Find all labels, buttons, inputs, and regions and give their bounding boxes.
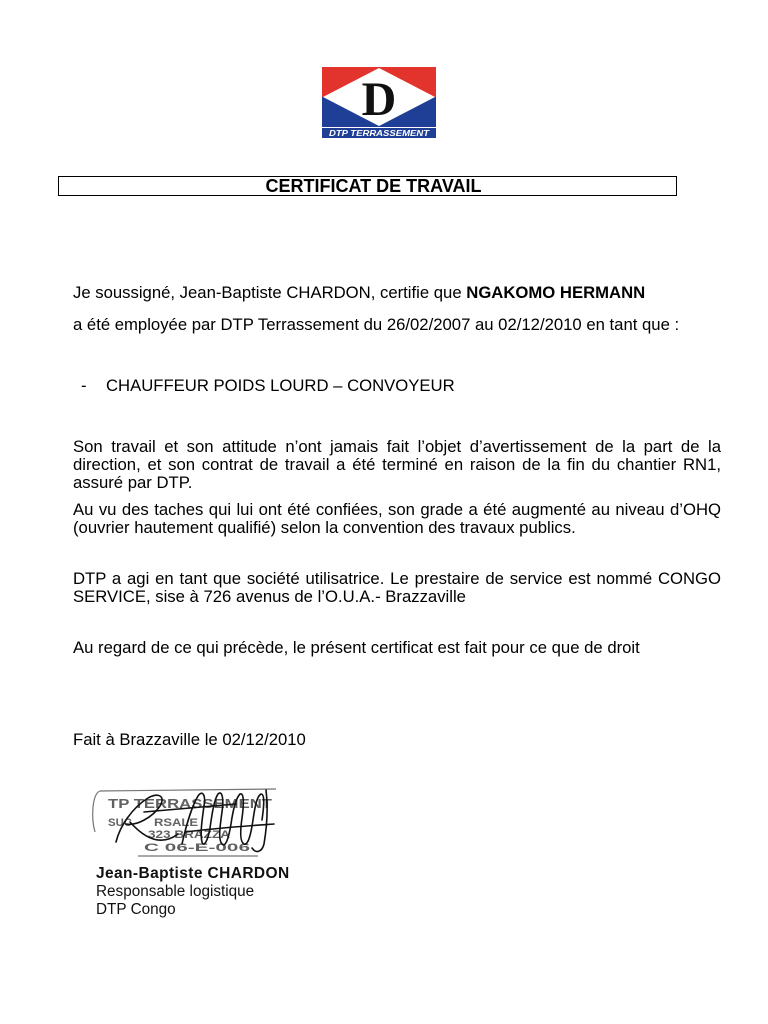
signatory-company: DTP Congo bbox=[96, 901, 176, 918]
logo-caption: DTP TERRASSEMENT bbox=[329, 129, 431, 138]
stamp-and-signature bbox=[86, 782, 298, 862]
document-title: CERTIFICAT DE TRAVAIL bbox=[265, 176, 482, 196]
stamp-line-branch-start: SUC bbox=[108, 817, 133, 829]
stamp-border-top bbox=[100, 789, 276, 791]
employment-line: a été employée par DTP Terrassement du 26/02/2007 au 02/12/2010 en tant que : bbox=[73, 315, 680, 334]
signatory-role: Responsable logistique bbox=[96, 883, 255, 900]
logo-letter: D bbox=[361, 73, 397, 126]
signatory-name: Jean-Baptiste CHARDON bbox=[96, 865, 290, 882]
place-and-date: Fait à Brazzaville le 02/12/2010 bbox=[73, 730, 306, 749]
title-box bbox=[58, 176, 677, 196]
intro-line bbox=[73, 284, 645, 302]
stamp-line-address: 323 BRAZZA bbox=[148, 829, 231, 841]
position-bullet: - bbox=[81, 376, 87, 395]
stamp-line-branch-end: RSALE bbox=[154, 817, 198, 829]
stamp-line-company: TP TERRASSEMENT bbox=[108, 796, 273, 811]
paragraph-grade: Au vu des taches qui lui ont été confiées, son grade a été augmenté au niveau d’OHQ (ouvrier hautement qualifié) selon la convention des travaux publics. bbox=[73, 500, 721, 537]
intro-text: Je soussigné, Jean-Baptiste CHARDON, certifie que bbox=[73, 283, 462, 302]
stamp-line-registration: C 06-E-006 bbox=[144, 842, 250, 854]
stamp-border-left bbox=[93, 791, 100, 832]
paragraph-provider: DTP a agi en tant que société utilisatrice. Le prestaire de service est nommé CONGO SERVICE, sise à 726 avenus de l’O.U.A.- Brazzaville bbox=[73, 569, 721, 606]
employee-name: NGAKOMO HERMANN bbox=[466, 283, 646, 302]
paragraph-conduct: Son travail et son attitude n’ont jamais fait l’objet d’avertissement de la part de la direction, et son contrat de travail a été terminé en raison de la fin du chantier RN1, assuré par DTP. bbox=[73, 437, 721, 492]
position-label: CHAUFFEUR POIDS LOURD – CONVOYEUR bbox=[106, 376, 455, 395]
paragraph-closing: Au regard de ce qui précède, le présent certificat est fait pour ce que de droit bbox=[73, 638, 640, 657]
dtp-logo bbox=[322, 67, 436, 138]
